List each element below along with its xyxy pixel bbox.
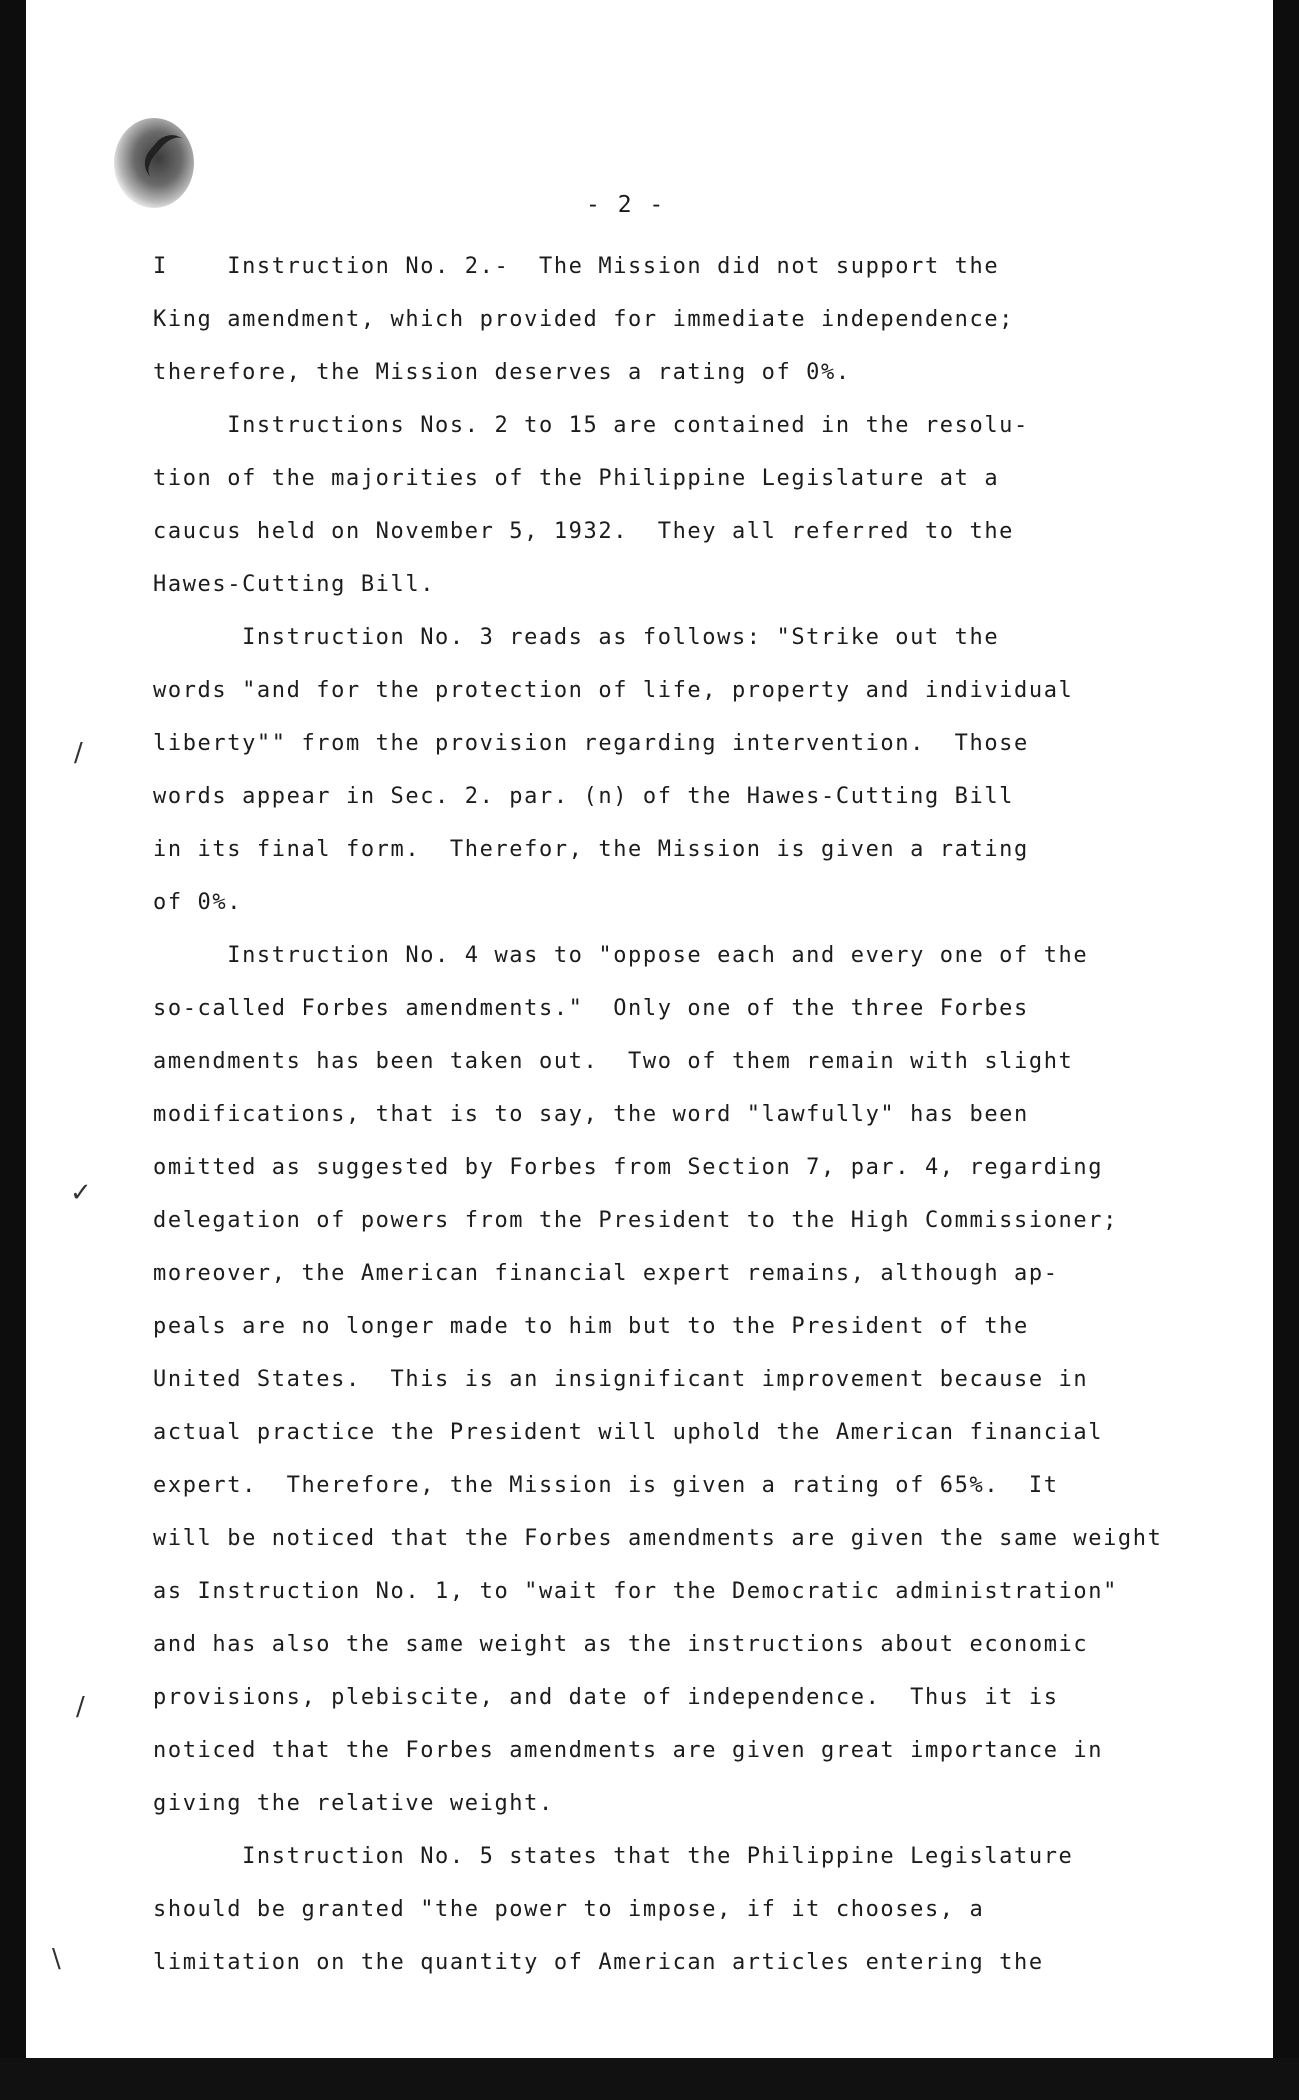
text-line: Instruction No. 3 reads as follows: "Strike out the: [153, 625, 1000, 650]
text-line: limitation on the quantity of American articles entering the: [153, 1950, 1044, 1975]
text-line: therefore, the Mission deserves a rating of 0%.: [153, 360, 851, 385]
text-line: caucus held on November 5, 1932. They all referred to the: [153, 519, 1015, 544]
document-page: [26, 0, 1273, 2058]
text-line: Hawes-Cutting Bill.: [153, 572, 436, 597]
text-line: of 0%.: [153, 890, 243, 915]
margin-mark-icon: /: [76, 1692, 85, 1722]
text-line: noticed that the Forbes amendments are given great importance in: [153, 1738, 1104, 1763]
text-line: delegation of powers from the President to the High Commissioner;: [153, 1208, 1118, 1233]
scan-border: [0, 2058, 1299, 2100]
text-line: Instruction No. 5 states that the Philippine Legislature: [153, 1844, 1074, 1869]
text-line: United States. This is an insignificant improvement because in: [153, 1367, 1089, 1392]
text-line: tion of the majorities of the Philippine Legislature at a: [153, 466, 1000, 491]
text-line: so-called Forbes amendments." Only one of the three Forbes: [153, 996, 1029, 1021]
text-line: moreover, the American financial expert remains, although ap-: [153, 1261, 1059, 1286]
text-line: words "and for the protection of life, property and individual: [153, 678, 1074, 703]
text-line: should be granted "the power to impose, if it chooses, a: [153, 1897, 985, 1922]
text-line: giving the relative weight.: [153, 1791, 554, 1816]
text-line: actual practice the President will uphold the American financial: [153, 1420, 1104, 1445]
text-line: amendments has been taken out. Two of them remain with slight: [153, 1049, 1074, 1074]
text-line: will be noticed that the Forbes amendments are given the same weight: [153, 1526, 1163, 1551]
text-line: provisions, plebiscite, and date of independence. Thus it is: [153, 1685, 1059, 1710]
margin-checkmark-icon: /: [74, 738, 83, 768]
text-line: King amendment, which provided for immediate independence;: [153, 307, 1015, 332]
text-line: in its final form. Therefor, the Mission is given a rating: [153, 837, 1029, 862]
text-line: as Instruction No. 1, to "wait for the Democratic administration": [153, 1579, 1118, 1604]
text-line: and has also the same weight as the instructions about economic: [153, 1632, 1089, 1657]
text-line: words appear in Sec. 2. par. (n) of the Hawes-Cutting Bill: [153, 784, 1015, 809]
text-line: Instructions Nos. 2 to 15 are contained in the resolu-: [153, 413, 1029, 438]
text-line: modifications, that is to say, the word "lawfully" has been: [153, 1102, 1029, 1127]
text-line: peals are no longer made to him but to the President of the: [153, 1314, 1029, 1339]
margin-checkmark-icon: ✓: [70, 1178, 92, 1208]
text-line: Instruction No. 4 was to "oppose each and every one of the: [153, 943, 1089, 968]
page-number: - 2 -: [586, 192, 666, 218]
text-line: expert. Therefore, the Mission is given a rating of 65%. It: [153, 1473, 1059, 1498]
margin-mark-icon: \: [52, 1944, 61, 1974]
text-line: liberty"" from the provision regarding intervention. Those: [153, 731, 1029, 756]
text-line: I Instruction No. 2.- The Mission did not support the: [153, 254, 1000, 279]
text-line: omitted as suggested by Forbes from Section 7, par. 4, regarding: [153, 1155, 1104, 1180]
